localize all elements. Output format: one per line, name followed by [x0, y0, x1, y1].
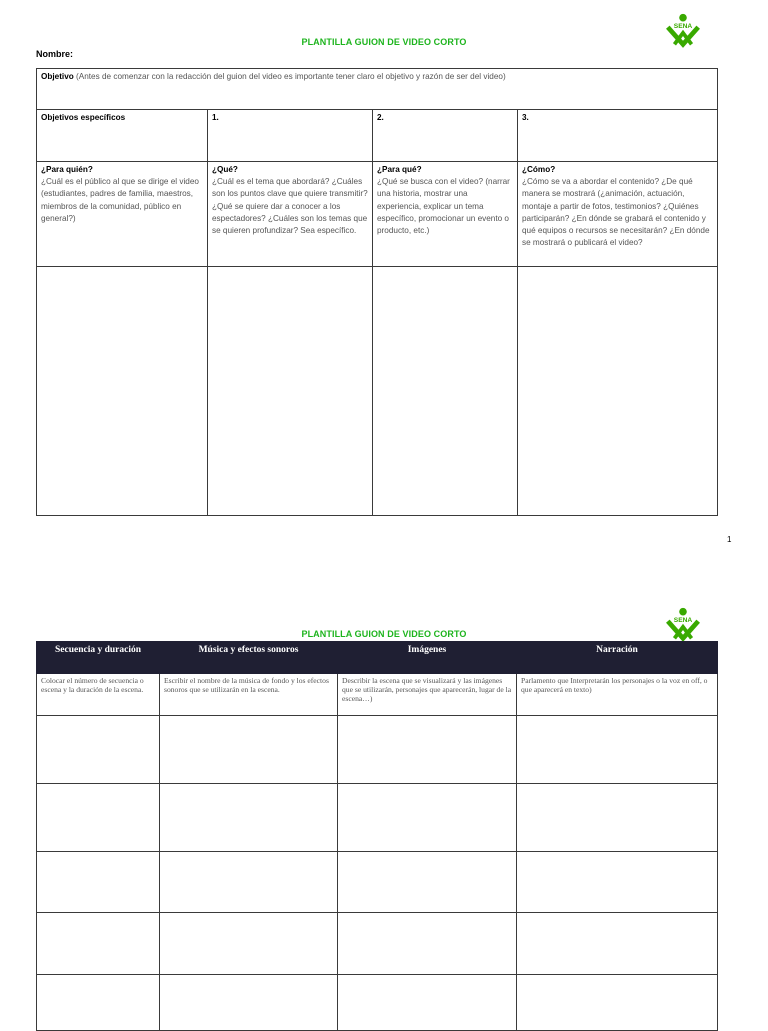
table-cell[interactable]	[338, 975, 517, 1031]
table-cell[interactable]	[338, 913, 517, 975]
svg-text:SENA: SENA	[673, 617, 693, 625]
para-quien-cell: ¿Para quién? ¿Cuál es el público al que se dirige el video (estudiantes, padres de familia, maestros, miembros de la comunidad, público en general?)	[37, 162, 208, 267]
header-narracion: Narración	[517, 642, 718, 674]
hint-musica: Escribir el nombre de la música de fondo y los efectos sonoros que se utilizarán en la escena.	[160, 674, 338, 716]
nombre-label: Nombre:	[36, 49, 74, 59]
hint-secuencia: Colocar el número de secuencia o escena y la duración de la escena.	[37, 674, 160, 716]
table-cell[interactable]	[37, 716, 160, 784]
objetivo-cell[interactable]	[37, 69, 718, 110]
objetivo-1-cell[interactable]: 1.	[208, 110, 373, 162]
objetivo-2-cell[interactable]: 2.	[373, 110, 518, 162]
table-cell[interactable]	[517, 852, 718, 913]
table-cell[interactable]	[37, 852, 160, 913]
header-musica: Música y efectos sonoros	[160, 642, 338, 674]
objetivo-label: Objetivo	[41, 72, 74, 81]
table-cell[interactable]	[517, 975, 718, 1031]
table-cell[interactable]	[517, 784, 718, 852]
page-title-2: PLANTILLA GUION DE VIDEO CORTO	[301, 629, 467, 639]
objectives-table	[36, 68, 718, 516]
table-row	[37, 913, 718, 975]
table-row	[37, 716, 718, 784]
objetivos-especificos-cell: Objetivos específicos	[37, 110, 208, 162]
page-number: 1	[727, 535, 732, 544]
table-row	[37, 975, 718, 1031]
table-cell[interactable]	[37, 913, 160, 975]
table-cell[interactable]	[160, 716, 338, 784]
table-cell[interactable]	[338, 852, 517, 913]
table-cell[interactable]	[160, 975, 338, 1031]
table-cell[interactable]	[517, 913, 718, 975]
como-cell: ¿Cómo? ¿Cómo se va a abordar el contenido? ¿De qué manera se mostrará (¿animación, actuación, montaje a partir de fotos, testimonios? ¿Quiénes participarán? ¿En dónde se grabará el contenido y qué equipos o recursos se necesitarán? ¿En dónde se mostrará o publicará el video?	[518, 162, 718, 267]
hint-imagenes: Describir la escena que se visualizará y las imágenes que se utilizarán, personajes que aparecerán, lugar de la escena…)	[338, 674, 517, 716]
svg-text:SENA: SENA	[673, 23, 693, 31]
table-cell[interactable]	[160, 784, 338, 852]
table-cell[interactable]	[160, 852, 338, 913]
header-imagenes: Imágenes	[338, 642, 517, 674]
header-secuencia: Secuencia y duración	[37, 642, 160, 674]
table-row	[37, 852, 718, 913]
answer-cell-que[interactable]	[208, 267, 373, 516]
page-title: PLANTILLA GUION DE VIDEO CORTO	[301, 37, 467, 47]
hint-narracion: Parlamento que Interpretarán los personajes o la voz en off, o que aparecerá en texto)	[517, 674, 718, 716]
table-cell[interactable]	[338, 716, 517, 784]
answer-cell-como[interactable]	[518, 267, 718, 516]
table-cell[interactable]	[37, 975, 160, 1031]
table-cell[interactable]	[517, 716, 718, 784]
que-cell: ¿Qué? ¿Cuál es el tema que abordará? ¿Cuáles son los puntos clave que quiere transmitir? ¿Qué se quiere dar a conocer a los espectadores? ¿Cuáles son los temas que se quieren profundizar? Sea específico.	[208, 162, 373, 267]
script-table	[36, 641, 718, 1031]
para-que-cell: ¿Para qué? ¿Qué se busca con el video? (narrar una historia, mostrar una experiencia, explicar un tema específico, promocionar un evento o producto, etc.)	[373, 162, 518, 267]
sena-logo-icon	[664, 12, 702, 50]
objetivo-3-cell[interactable]: 3.	[518, 110, 718, 162]
answer-cell-para-que[interactable]	[373, 267, 518, 516]
answer-cell-para-quien[interactable]	[37, 267, 208, 516]
objetivo-hint: (Antes de comenzar con la redacción del guion del video es importante tener claro el objetivo y razón de ser del video)	[73, 72, 506, 81]
table-cell[interactable]	[160, 913, 338, 975]
table-row	[37, 784, 718, 852]
table-cell[interactable]	[37, 784, 160, 852]
table-cell[interactable]	[338, 784, 517, 852]
